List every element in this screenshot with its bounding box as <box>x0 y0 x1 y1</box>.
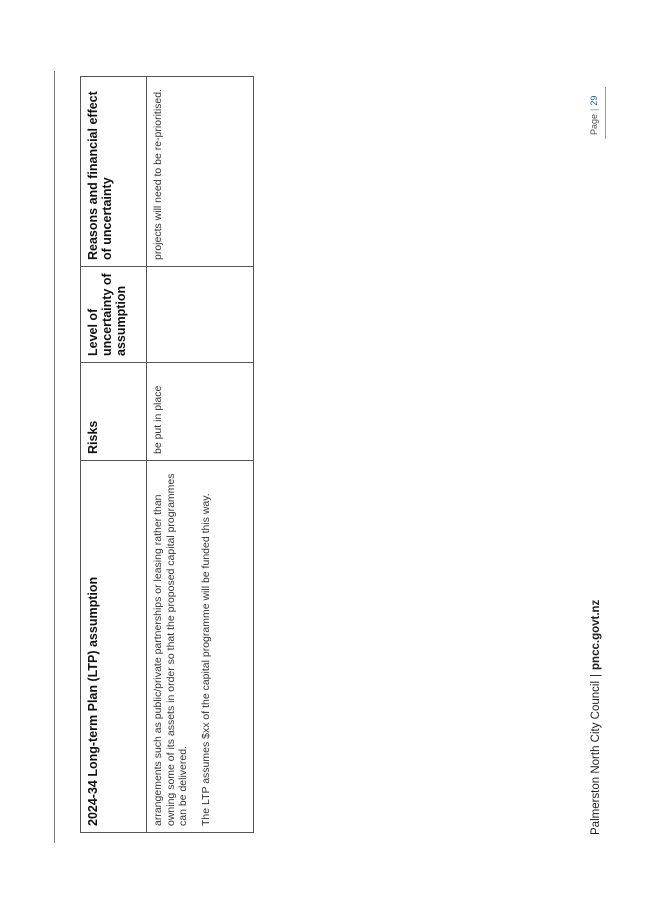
header-reasons: Reasons and financial effect of uncertainty <box>81 77 147 267</box>
header-assumption: 2024-34 Long-term Plan (LTP) assumption <box>81 461 147 833</box>
table-row <box>147 77 254 833</box>
page-label: Page <box>589 113 599 135</box>
page-number-rule <box>605 87 606 139</box>
assumption-paragraph-2: The LTP assumes $xx of the capital programme will be funded this way. <box>199 493 212 826</box>
cell-reasons: projects will need to be re-prioritised. <box>147 77 254 267</box>
cell-assumption <box>147 461 254 833</box>
cell-uncertainty <box>147 267 254 363</box>
footer-url-link[interactable]: pncc.govt.nz <box>590 599 602 670</box>
footer-separator: | <box>590 673 602 677</box>
page-number-value: 29 <box>589 95 599 106</box>
top-rule <box>54 71 55 843</box>
header-uncertainty-level: Level of uncertainty of assumption <box>81 267 147 363</box>
footer-org-name: Palmerston North City Council <box>590 680 602 835</box>
assumption-paragraph-1: arrangements such as public/private partnerships or leasing rather than owning some of its assets in order so that the proposed capital programmes can be delivered. <box>152 473 189 826</box>
page-separator: | <box>589 108 599 111</box>
footer-organisation <box>590 600 602 835</box>
assumptions-table <box>80 76 254 833</box>
page-number <box>589 96 599 135</box>
header-risks: Risks <box>81 363 147 461</box>
table-header-row <box>81 77 147 833</box>
cell-risks: be put in place <box>147 363 254 461</box>
